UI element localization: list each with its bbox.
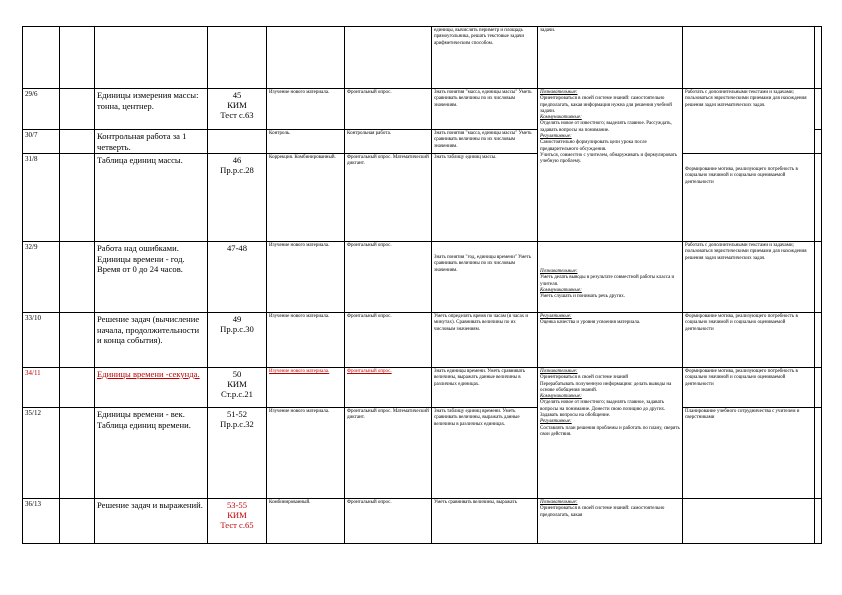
lesson-pages: 51-52 Пр.р.с.32 <box>208 408 267 499</box>
lesson-topic: Единицы времени -секунда. <box>95 368 208 408</box>
table-row <box>23 27 822 89</box>
lesson-topic: Работа над ошибками. Единицы времени - год. Время от 0 до 24 часов. <box>95 242 208 313</box>
uud-cell: Познавательные: Уметь делать выводы в результате совместной работы класса и учителя. Коммуникативные: Уметь слушать и понимать речь других. <box>538 242 683 313</box>
uud-cell: Познавательные: Ориентироваться в своей системе знаний: самостоятельно предполагать, какая <box>538 499 683 544</box>
personal-results: Планирование учебного сотрудничества с учителем и сверстниками <box>683 408 815 499</box>
personal-results: Формирование мотива, реализующего потребность в социально значимой и социально оцениваемой деятельности <box>683 313 815 368</box>
table-row <box>23 408 822 499</box>
lesson-number: 34/11 <box>23 368 60 408</box>
personal-results: Работать с дополнительными текстами и задачами; пользоваться эвристическими приемами для нахождения решения задач математических задач. <box>683 89 815 154</box>
lesson-type: Контроль. <box>267 130 345 154</box>
table-row <box>23 499 822 544</box>
personal-results: Формирование мотива, реализующего потребность в социально значимой и социально оцениваемой деятельности <box>683 154 815 242</box>
control-form: Фронтальный опрос. <box>345 313 432 368</box>
lesson-pages: 53-55 КИМ Тест с.65 <box>208 499 267 544</box>
lesson-number: 29/6 <box>23 89 60 130</box>
uud-cell: Познавательные: Ориентироваться в своей системе знаний Перерабатывать полученную информацию: делать выводы на основе обобщения знаний. Коммуникативные: Отделять новое от известного; выделять главное, задавать вопросы на понимание. Донести свою позицию до других. Задавать вопросы на обобщение. Регулятивные: Составлять план решения проблемы и работать по плану, сверять свои действия. <box>538 368 683 499</box>
lesson-topic: Контрольная работа за 1 четверть. <box>95 130 208 154</box>
skills-cell: Знать таблицу единиц времени. Уметь сравнивать величины, выражать данные величины в различных единицах. <box>432 408 538 499</box>
lesson-pages: 45 КИМ Тест с.63 <box>208 89 267 130</box>
personal-results: Формирование мотива, реализующего потребность в социально значимой и социально оцениваемой деятельности <box>683 368 815 408</box>
skills-cell: Знать понятия "год, единицы времени" Уметь сравнивать величины по их числовым значениям. <box>432 242 538 313</box>
lesson-topic: Единицы времени - век. Таблица единиц времени. <box>95 408 208 499</box>
lesson-pages: 46 Пр.р.с.28 <box>208 154 267 242</box>
lesson-type: Изучение нового материала. <box>267 89 345 130</box>
control-form: Фронтальный опрос. <box>345 89 432 130</box>
lesson-topic: Таблица единиц массы. <box>95 154 208 242</box>
lesson-type: Изучение нового материала. <box>267 242 345 313</box>
table-row <box>23 313 822 368</box>
lesson-type: Коррекция. Комбинированный. <box>267 154 345 242</box>
lesson-number: 30/7 <box>23 130 60 154</box>
lesson-number: 36/13 <box>23 499 60 544</box>
lesson-number: 31/8 <box>23 154 60 242</box>
table-row <box>23 154 822 242</box>
lesson-number: 35/12 <box>23 408 60 499</box>
skills-cell: Знать понятия "масса, единицы массы" Уметь сравнивать величины по их числовым значениям. <box>432 130 538 154</box>
control-form: Фронтальный опрос. <box>345 499 432 544</box>
lesson-topic: Решение задач (вычисление начала, продолжительности и конца события). <box>95 313 208 368</box>
lesson-plan-table <box>22 26 822 544</box>
control-form: Фронтальный опрос. Математический диктант. <box>345 154 432 242</box>
uud-cell: Регулятивные: Оценка качества и уровня усвоения материала. <box>538 313 683 368</box>
control-form: Фронтальный опрос. Математический диктант. <box>345 408 432 499</box>
skills-cell: Знать единицы времени. Уметь сравнивать величины, выражать данные величины в различных единицах. <box>432 368 538 408</box>
skills-cell: Знать таблицу единиц массы. <box>432 154 538 242</box>
skills-cell: Уметь сравнивать величины, выражать <box>432 499 538 544</box>
lesson-pages: 50 КИМ Ст.р.с.21 <box>208 368 267 408</box>
uud-cell: Познавательные: Ориентироваться в своей системе знаний: самостоятельно предполагать, какая информация нужна для решения учебной задачи. Коммуникативные: Отделять новое от известного; выделять главное. Рассуждать, задавать вопросы на понимание. Регулятивные: Самостоятельно формулировать цели урока после предварительного обсуждения. Учиться, совместно с учителем, обнаруживать и формулировать учебную проблему. <box>538 89 683 242</box>
lesson-type: Комбинированный. <box>267 499 345 544</box>
control-form: Фронтальный опрос. <box>345 242 432 313</box>
table-row <box>23 89 822 130</box>
table-row <box>23 242 822 313</box>
lesson-number: 32/9 <box>23 242 60 313</box>
personal-results: Работать с дополнительными текстами и задачами; пользоваться эвристическими приемами для нахождения решения задач математических задач. <box>683 242 815 313</box>
lesson-topic: Единицы измерения массы: тонна, центнер. <box>95 89 208 130</box>
lesson-pages: 49 Пр.р.с.30 <box>208 313 267 368</box>
lesson-type: Изучение нового материала. <box>267 408 345 499</box>
table-row <box>23 368 822 408</box>
skills-cell: единицы, вычислять периметр и площадь прямоугольника, решать текстовые задачи арифметическим способом. <box>432 27 538 89</box>
lesson-pages: 47-48 <box>208 242 267 313</box>
skills-cell: Уметь определять время по часам (в часах и минутах). Сравнивать величины по их числовым значениям. <box>432 313 538 368</box>
lesson-type: Изучение нового материала. <box>267 313 345 368</box>
control-form: Контрольная работа. <box>345 130 432 154</box>
lesson-number: 33/10 <box>23 313 60 368</box>
skills-cell: Знать понятия "масса, единицы массы" Уметь сравнивать величины по их числовым значениям. <box>432 89 538 130</box>
lesson-type: Изучение нового материала. <box>267 368 345 408</box>
control-form: Фронтальный опрос. <box>345 368 432 408</box>
uud-cell: задачи. <box>538 27 683 89</box>
lesson-topic: Решение задач и выражений. <box>95 499 208 544</box>
